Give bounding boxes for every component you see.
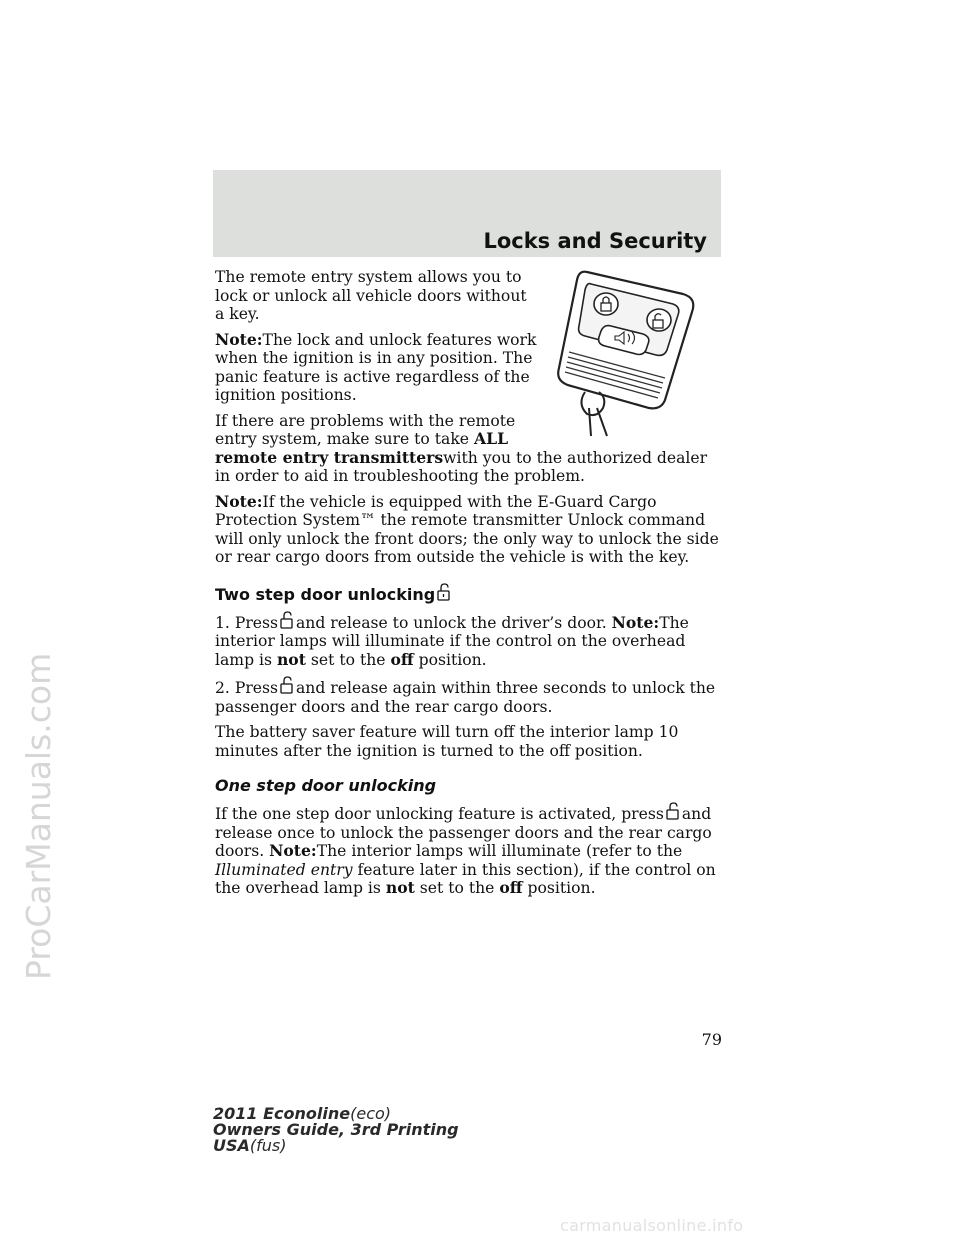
one-step-text: If the one step door unlocking feature is activated, press: [215, 805, 664, 823]
note-text: If the vehicle is equipped with the E-Guard Cargo Protection System™ the remote transmitter Unlock command will only unlock the front doors; the only way to unlock the side or rear cargo doors from outside the vehicle is with the key.: [215, 492, 719, 566]
one-step-note-text-4: position.: [527, 879, 596, 897]
note-label: Note:: [269, 841, 317, 860]
site-watermark: carmanualsonline.info: [560, 1216, 744, 1235]
note-label: Note:: [215, 329, 263, 349]
problems-text-end: with you to the authorized dealer in order to aid in troubleshooting the problem.: [215, 448, 708, 485]
section-header-band: [213, 170, 721, 257]
one-step-note-text-3: set to the: [419, 879, 495, 897]
footer-market: USA: [213, 1136, 250, 1155]
emphasis-not: not: [276, 649, 306, 669]
emphasis-off: off: [499, 878, 523, 897]
problems-bold-text: ALL remote entry transmitters: [215, 429, 509, 467]
one-step-note-text-2: feature later in this section), if the control on the overhead lamp is: [215, 860, 716, 897]
two-step-heading: [215, 583, 721, 604]
note-label: Note:: [215, 491, 263, 511]
unlock-icon: [279, 676, 295, 694]
battery-saver-paragraph: The battery saver feature will turn off the interior lamp 10 minutes after the ignition is turned to the off position.: [215, 723, 679, 760]
step2-text: and release again within three seconds to unlock the passenger doors and the rear cargo doors.: [215, 679, 716, 716]
two-step-step1: [215, 611, 721, 670]
one-step-note-text: The interior lamps will illuminate (refer to the: [316, 842, 683, 860]
step1-prefix: 1. Press: [215, 613, 279, 632]
side-watermark: [10, 300, 60, 980]
footer-model: 2011 Econoline: [213, 1104, 351, 1123]
footer-guide: Owners Guide, 3rd Printing: [213, 1120, 459, 1139]
unlock-icon: [665, 802, 681, 820]
footer-line-3: [213, 1138, 459, 1154]
side-watermark-text: ProCarManuals.com: [19, 652, 58, 980]
two-step-heading-text: Two step door unlocking: [215, 584, 436, 604]
one-step-paragraph: [215, 802, 721, 898]
note-text: The lock and unlock features work when the ignition is in any position. The panic feature is active regardless of the ignition positions.: [215, 330, 537, 404]
emphasis-not: not: [385, 878, 415, 897]
footer-market-code: (fus): [249, 1136, 287, 1155]
two-step-step2: [215, 676, 721, 716]
problems-text: If there are problems with the remote entry system, make sure to take: [215, 411, 516, 448]
page-content: [215, 268, 721, 905]
one-step-heading: One step door unlocking: [215, 776, 437, 795]
footer: [213, 1106, 459, 1154]
emphasis-off: off: [390, 649, 414, 669]
note-e-guard: [215, 493, 721, 567]
unlock-icon: [436, 583, 452, 601]
remote-key-fob-image: [547, 268, 695, 438]
intro-paragraph: The remote entry system allows you to lock or unlock all vehicle doors without a key.: [215, 268, 527, 323]
step1-text: and release to unlock the driver’s door.: [296, 613, 607, 632]
unlock-icon: [279, 611, 295, 629]
step1-note-text-3: position.: [418, 650, 487, 669]
footer-model-code: (eco): [350, 1104, 392, 1123]
section-title: Locks and Security: [483, 229, 707, 253]
page-number: 79: [701, 1030, 722, 1049]
illuminated-entry-ref: Illuminated entry: [215, 860, 353, 879]
step2-prefix: 2. Press: [215, 679, 279, 697]
note-label: Note:: [611, 612, 660, 632]
one-step-text-2: and release once to unlock the passenger doors and the rear cargo doors.: [215, 805, 712, 860]
step1-note-text: The interior lamps will illuminate if the control on the overhead lamp is: [215, 613, 689, 669]
step1-note-text-2: set to the: [310, 650, 386, 669]
